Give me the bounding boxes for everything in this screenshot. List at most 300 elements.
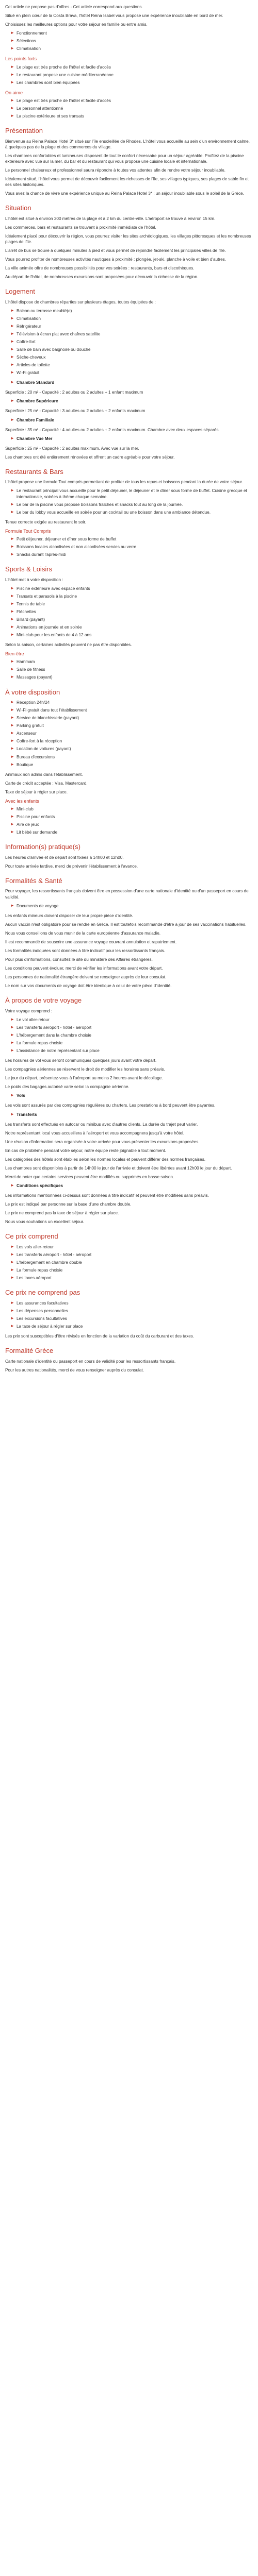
formalites-text-9: Les personnes de nationalité étrangère doivent se renseigner auprès de leur consulat.	[5, 975, 167, 980]
voyage-text-1: Votre voyage comprend :	[5, 1008, 53, 1013]
list-item	[10, 762, 253, 768]
chevron-right-icon: ►	[10, 64, 14, 69]
list-item	[10, 1260, 253, 1265]
room-types-list	[5, 436, 253, 442]
intro-text-2: Situé en plein cœur de la Costa Brava, l'hôtel Reina Isabel vous propose une expérience inoubliable en bord de mer.	[5, 13, 223, 19]
list-item-label: Coffre-fort	[17, 339, 36, 344]
list-item-label: Wi-Fi gratuit	[17, 370, 40, 376]
list-item	[10, 700, 253, 705]
room-type-title: Chambre Familiale	[17, 417, 54, 422]
chevron-right-icon: ►	[10, 1300, 14, 1305]
voyage-heading: À propos de votre voyage	[5, 996, 82, 1005]
restaurants-heading: Restaurants & Bars	[5, 467, 63, 476]
chevron-right-icon: ►	[10, 593, 14, 598]
chevron-right-icon: ►	[10, 731, 14, 736]
situation-text-4: L'arrêt de bus se trouve à quelques minutes à pied et vous permet de rejoindre facilement les principales villes de l'île.	[5, 248, 226, 253]
chevron-right-icon: ►	[10, 1183, 14, 1188]
chevron-right-icon: ►	[10, 1032, 14, 1037]
presentation-text-2: Les chambres confortables et lumineuses disposent de tout le confort nécessaire pour un séjour agréable. Profitez de la piscine extérieure avec vue sur la mer, du bar et du restaurant qui vous propose une cuisine locale et internationale.	[5, 153, 244, 164]
vols-list	[5, 1093, 253, 1098]
list-item	[10, 1308, 253, 1314]
list-item-label: Le bar de la piscine vous propose boissons fraîches et snacks tout au long de la journée.	[17, 502, 183, 507]
list-item	[10, 594, 253, 599]
list-item	[10, 354, 253, 360]
restaurants-text-1: L'hôtel propose une formule Tout compris permettant de profiter de tous les repas et boissons pendant la durée de votre séjour.	[5, 480, 243, 485]
list-item	[10, 502, 253, 507]
chevron-right-icon: ►	[10, 829, 14, 835]
transferts-title: Transferts	[17, 1112, 37, 1117]
voyage-text-13: Le prix ne comprend pas la taxe de séjour à régler sur place.	[5, 1211, 119, 1216]
vols-title: Vols	[17, 1093, 25, 1098]
chevron-right-icon: ►	[10, 398, 14, 403]
infos-heading: Information(s) pratique(s)	[5, 843, 80, 851]
sports-list	[5, 586, 253, 638]
chevron-right-icon: ►	[10, 1024, 14, 1029]
situation-text-5: Vous pourrez profiter de nombreuses activités nautiques à proximité : plongée, jet-ski, planche à voile et bien d'autres.	[5, 257, 227, 262]
list-item-label: Le plage est très proche de l'hôtel et facile d'accès	[17, 98, 111, 103]
chevron-right-icon: ►	[10, 723, 14, 728]
services-heading: À votre disposition	[5, 688, 60, 696]
chevron-right-icon: ►	[10, 105, 14, 110]
chevron-right-icon: ►	[10, 315, 14, 320]
list-item	[10, 1040, 253, 1046]
voyage-text-6: Notre représentant local vous accueillera à l'aéroport et vous accompagnera jusqu'à votre hôtel.	[5, 1130, 185, 1136]
list-item	[10, 536, 253, 542]
formalites-text-6: Les formalités indiquées sont données à titre indicatif pour les ressortissants français.	[5, 948, 165, 953]
list-item[interactable]	[10, 30, 253, 36]
list-item	[10, 308, 253, 314]
chevron-right-icon: ►	[10, 308, 14, 313]
list-item-label: Documents de voyage	[17, 903, 59, 908]
room-type-familiale	[10, 417, 253, 423]
sports-heading: Sports & Loisirs	[5, 565, 53, 573]
list-item-label: La formule repas choisie	[17, 1041, 63, 1045]
chevron-right-icon: ►	[10, 1040, 14, 1045]
situation-text-1: L'hôtel est situé à environ 300 mètres de la plage et à 2 km du centre-ville. L'aéroport se trouve à environ 15 km.	[5, 216, 216, 221]
formalite-grece-text-2: Pour les autres nationalités, merci de vous renseigner auprès du consulat.	[5, 1367, 144, 1372]
chevron-right-icon: ►	[10, 417, 14, 422]
list-item	[10, 601, 253, 607]
list-item-label: Réfrigérateur	[17, 324, 41, 329]
formalites-text-10: Le nom sur vos documents de voyage doit être identique à celui de votre pièce d'identité.	[5, 984, 172, 989]
formalites-heading: Formalités & Santé	[5, 876, 62, 885]
list-item	[10, 903, 253, 909]
chevron-right-icon: ►	[10, 1111, 14, 1116]
room-type-vue-mer	[10, 436, 253, 442]
list-item-label: Massages (payant)	[17, 675, 53, 680]
chevron-right-icon: ►	[10, 761, 14, 767]
list-item	[10, 738, 253, 744]
list-item-label: Le plage est très proche de l'hôtel et facile d'accès	[17, 64, 111, 70]
list-item	[10, 1300, 253, 1306]
list-item-label: L'assistance de notre représentant sur place	[17, 1048, 100, 1054]
list-item	[10, 632, 253, 638]
room-type-standard-text: Superficie : 20 m² - Capacité : 2 adultes ou 2 adultes + 1 enfant maximum	[5, 390, 143, 395]
on-aime-heading: On aime	[5, 90, 23, 95]
chevron-right-icon: ►	[10, 1244, 14, 1249]
vols-text: Les vols sont assurés par des compagnies régulières ou charters. Les prestations à bord peuvent être payantes.	[5, 1103, 216, 1108]
chevron-right-icon: ►	[10, 903, 14, 908]
logement-equipment-list	[5, 308, 253, 376]
chevron-right-icon: ►	[10, 97, 14, 103]
room-type-title: Chambre Vue Mer	[17, 436, 53, 441]
list-item	[10, 98, 253, 104]
voyage-text-10: Les chambres sont disponibles à partir de 14h00 le jour de l'arrivée et doivent être libérées avant 12h00 le jour du départ.	[5, 1165, 232, 1171]
list-item	[10, 1324, 253, 1329]
chevron-right-icon: ►	[10, 501, 14, 506]
formalite-grece-heading: Formalité Grèce	[5, 1347, 54, 1355]
list-item	[10, 1267, 253, 1273]
list-item	[10, 488, 253, 499]
list-item	[10, 324, 253, 329]
list-item-label: Le vol aller-retour	[17, 1017, 50, 1022]
chevron-right-icon: ►	[10, 362, 14, 367]
list-item	[10, 806, 253, 812]
list-item-label: Coffre-fort à la réception	[17, 739, 62, 744]
voyage-text-9: Les catégories des hôtels sont établies selon les normes locales et peuvent différer des normes françaises.	[5, 1157, 206, 1162]
chevron-right-icon: ►	[10, 806, 14, 811]
chevron-right-icon: ►	[10, 370, 14, 375]
list-item-label: La formule repas choisie	[17, 1268, 63, 1273]
chevron-right-icon: ►	[10, 46, 14, 51]
list-item-label: Wi-Fi gratuit dans tout l'établissement	[17, 708, 87, 713]
chevron-right-icon: ►	[10, 113, 14, 118]
chevron-right-icon: ►	[10, 544, 14, 549]
list-item-label: Les assurances facultatives	[17, 1300, 69, 1306]
formalites-text-7: Pour plus d'informations, consultez le site du ministère des Affaires étrangères.	[5, 957, 153, 962]
chevron-right-icon: ►	[10, 746, 14, 751]
chevron-right-icon: ►	[10, 1259, 14, 1264]
list-item[interactable]	[10, 46, 253, 52]
list-item-label: Mini-club pour les enfants de 4 à 12 ans	[17, 633, 92, 638]
chevron-right-icon: ►	[10, 754, 14, 759]
room-type-title: Chambre Standard	[17, 380, 55, 385]
list-item	[10, 1048, 253, 1054]
list-item	[10, 746, 253, 752]
list-item	[10, 370, 253, 376]
room-type-familiale-text: Superficie : 35 m² - Capacité : 4 adultes ou 2 adultes + 2 enfants maximum. Chambre avec deux espaces séparés.	[5, 427, 220, 432]
voyage-text-11: Merci de noter que certains services peuvent être modifiés ou supprimés en basse saison.	[5, 1174, 174, 1179]
list-item-label: Articles de toilette	[17, 363, 50, 368]
chevron-right-icon: ►	[10, 323, 14, 328]
intro	[5, 4, 253, 52]
list-item-label: Le restaurant principal vous accueille pour le petit déjeuner, le déjeuner et le dîner sous forme de buffet. Cuisine grecque et internationale, soirées à thème chaque semaine.	[17, 488, 247, 499]
restaurants-text-2: Tenue correcte exigée au restaurant le soir.	[5, 519, 87, 524]
list-item	[10, 674, 253, 680]
list-item	[10, 1183, 253, 1189]
list-item-label: Hammam	[17, 659, 35, 665]
list-item	[10, 80, 253, 86]
restaurants-list	[5, 488, 253, 515]
chevron-right-icon: ►	[10, 488, 14, 493]
list-item	[10, 659, 253, 665]
chevron-right-icon: ►	[10, 347, 14, 352]
list-item-label: L'hébergement dans la chambre choisie	[17, 1032, 91, 1038]
list-item	[10, 1252, 253, 1258]
chevron-right-icon: ►	[10, 814, 14, 819]
list-item	[10, 617, 253, 622]
chevron-right-icon: ►	[10, 585, 14, 590]
list-item-label: Fonctionnement	[17, 31, 47, 36]
sports-text-2: Selon la saison, certaines activités peuvent ne pas être disponibles.	[5, 642, 132, 648]
list-item-label: Les vols aller-retour	[17, 1244, 54, 1249]
situation-text-3: Idéalement placé pour découvrir la région, vous pourrez visiter les sites archéologiques, les villages pittoresques et les nombreuses plages de l'île.	[5, 233, 251, 244]
list-item	[10, 552, 253, 557]
bien-etre-heading: Bien-être	[5, 651, 24, 657]
list-item	[10, 707, 253, 713]
formalites-text-3: Aucun vaccin n'est obligatoire pour se rendre en Grèce. Il est toutefois recommandé d'être à jour de ses vaccinations habituelles.	[5, 922, 247, 927]
list-item	[10, 72, 253, 78]
list-item-label: Les excursions facultatives	[17, 1316, 67, 1321]
situation-text-6: La ville animée offre de nombreuses possibilités pour vos soirées : restaurants, bars et discothèques.	[5, 266, 195, 270]
chevron-right-icon: ►	[10, 715, 14, 720]
chevron-right-icon: ►	[10, 72, 14, 77]
list-item	[10, 829, 253, 835]
list-item	[10, 1017, 253, 1023]
list-item-label: Le bar du lobby vous accueille en soirée pour un cocktail ou une boisson dans une ambiance détendue.	[17, 510, 211, 515]
voyage-text-2: Les horaires de vol vous seront communiqués quelques jours avant votre départ.	[5, 1058, 157, 1063]
room-types-list	[5, 380, 253, 385]
chevron-right-icon: ►	[10, 1308, 14, 1313]
list-item	[10, 1025, 253, 1030]
infos-text-2: Pour toute arrivée tardive, merci de prévenir l'établissement à l'avance.	[5, 863, 138, 869]
presentation-text-5: Vous avez la chance de vivre une expérience unique au Reina Palace Hotel 3* : un séjour inoubliable sous le soleil de la Grèce.	[5, 191, 244, 196]
prix-comprend-list	[5, 1244, 253, 1281]
services-text-1: Animaux non admis dans l'établissement.	[5, 772, 83, 777]
list-item-label: Climatisation	[17, 316, 41, 321]
voyage-text-5: Le poids des bagages autorisé varie selon la compagnie aérienne.	[5, 1084, 130, 1090]
enfants-heading: Avec les enfants	[5, 798, 39, 804]
conditions-list	[5, 1183, 253, 1189]
list-item-label: Transats et parasols à la piscine	[17, 594, 77, 599]
list-item-label: L'hébergement en chambre double	[17, 1260, 82, 1265]
formalites-text-2: Les enfants mineurs doivent disposer de leur propre pièce d'identité.	[5, 913, 133, 918]
chevron-right-icon: ►	[10, 1315, 14, 1320]
chevron-right-icon: ►	[10, 536, 14, 541]
chevron-right-icon: ►	[10, 30, 14, 36]
chevron-right-icon: ►	[10, 1275, 14, 1280]
chevron-right-icon: ►	[10, 738, 14, 743]
list-item-label: Petit déjeuner, déjeuner et dîner sous forme de buffet	[17, 536, 117, 541]
list-item	[10, 316, 253, 321]
formalite-grece-text-1: Carte nationale d'identité ou passeport en cours de validité pour les ressortissants français.	[5, 1359, 176, 1364]
list-item-label: Réception 24h/24	[17, 700, 50, 705]
list-item-label: Le personnel attentionné	[17, 106, 63, 111]
chevron-right-icon: ►	[10, 1323, 14, 1328]
on-aime-list	[5, 98, 253, 119]
chevron-right-icon: ►	[10, 338, 14, 344]
voyage-text-8: En cas de problème pendant votre séjour, notre équipe reste joignable à tout moment.	[5, 1148, 166, 1153]
chevron-right-icon: ►	[10, 1093, 14, 1098]
list-item-label: Salle de fitness	[17, 667, 45, 672]
presentation-heading: Présentation	[5, 127, 43, 135]
list-item-label: Le restaurant propose une cuisine méditerranéenne	[17, 72, 114, 77]
list-item-label: Ascenseur	[17, 731, 37, 736]
room-type-superieure	[10, 398, 253, 404]
points-forts-heading: Les points forts	[5, 56, 37, 62]
list-item-label: Sélections	[17, 39, 36, 44]
services-text-2: Carte de crédit acceptée : Visa, Mastercard.	[5, 781, 88, 786]
list-item-label: Service de blanchisserie (payant)	[17, 716, 79, 721]
list-item-label: Location de voitures (payant)	[17, 747, 71, 752]
formalites-text-1: Pour voyager, les ressortissants français doivent être en possession d'une carte nationale d'identité ou d'un passeport en cours de validité.	[5, 889, 249, 900]
list-item	[10, 544, 253, 550]
list-item-label: Billard (payant)	[17, 617, 45, 622]
list-item-label: Salle de bain avec baignoire ou douche	[17, 347, 91, 352]
services-list	[5, 700, 253, 768]
voyage-text-4: Le jour du départ, présentez-vous à l'aéroport au moins 2 heures avant le décollage.	[5, 1076, 163, 1081]
chevron-right-icon: ►	[10, 822, 14, 827]
list-item	[10, 715, 253, 721]
list-item-label: Piscine extérieure avec espace enfants	[17, 586, 90, 591]
list-item	[10, 106, 253, 111]
situation-heading: Situation	[5, 204, 31, 212]
logement-text-end: Les chambres ont été entièrement rénovées et offrent un cadre agréable pour votre séjour.	[5, 454, 175, 460]
infos-text-1: Les heures d'arrivée et de départ sont fixées à 14h00 et 12h00.	[5, 855, 124, 860]
chevron-right-icon: ►	[10, 509, 14, 514]
voyage-list	[5, 1017, 253, 1054]
list-item	[10, 609, 253, 615]
list-item	[10, 1093, 253, 1098]
list-item	[10, 723, 253, 728]
room-type-vue-mer-text: Superficie : 25 m² - Capacité : 2 adultes maximum. Avec vue sur la mer.	[5, 446, 139, 451]
list-item	[10, 510, 253, 515]
list-item	[10, 814, 253, 820]
list-item-label: Sèche-cheveux	[17, 355, 46, 360]
voyage-text-3: Les compagnies aériennes se réservent le droit de modifier les horaires sans préavis.	[5, 1067, 165, 1072]
list-item-label: Mini-club	[17, 806, 34, 811]
chevron-right-icon: ►	[10, 380, 14, 385]
chevron-right-icon: ►	[10, 608, 14, 614]
chevron-right-icon: ►	[10, 354, 14, 360]
list-item-label: Les chambres sont bien équipées	[17, 80, 80, 85]
list-item-label: Les transferts aéroport - hôtel - aéroport	[17, 1025, 92, 1030]
list-item	[10, 113, 253, 119]
voyage-text-7: Une réunion d'information sera organisée à votre arrivée pour vous présenter les excursions proposées.	[5, 1139, 200, 1144]
situation-text-7: Au départ de l'hôtel, de nombreuses excursions sont proposées pour découvrir la richesse de la région.	[5, 275, 199, 280]
prix-pas-text: Les prix sont susceptibles d'être révisés en fonction de la variation du coût du carburant et des taxes.	[5, 1333, 195, 1338]
chevron-right-icon: ►	[10, 616, 14, 621]
bien-etre-list	[5, 659, 253, 680]
list-item-label: Parking gratuit	[17, 723, 44, 728]
prix-pas-list	[5, 1300, 253, 1329]
list-item	[10, 339, 253, 345]
list-item-label: Les transferts aéroport - hôtel - aéroport	[17, 1252, 92, 1257]
chevron-right-icon: ►	[10, 1267, 14, 1273]
list-item	[10, 822, 253, 827]
chevron-right-icon: ►	[10, 667, 14, 672]
list-item	[10, 731, 253, 736]
list-item	[10, 1275, 253, 1281]
chevron-right-icon: ►	[10, 331, 14, 336]
list-item	[10, 586, 253, 591]
list-item-label: Snacks durant l'après-midi	[17, 552, 67, 557]
list-item	[10, 1244, 253, 1250]
list-item	[10, 1112, 253, 1117]
logement-heading: Logement	[5, 287, 35, 296]
list-item	[10, 667, 253, 672]
intro-contents-list	[5, 30, 253, 52]
list-item-label: Boutique	[17, 762, 34, 767]
services-text-3: Taxe de séjour à régler sur place.	[5, 789, 68, 794]
conditions-text: Les informations mentionnées ci-dessus sont données à titre indicatif et peuvent être modifiées sans préavis.	[5, 1193, 209, 1198]
list-item-label: Les dépenses personnelles	[17, 1308, 68, 1313]
chevron-right-icon: ►	[10, 674, 14, 680]
situation-text-2: Les commerces, bars et restaurants se trouvent à proximité immédiate de l'hôtel.	[5, 225, 156, 230]
list-item[interactable]	[10, 38, 253, 44]
list-item-label: La taxe de séjour à régler sur place	[17, 1324, 83, 1329]
list-item-label: Piscine pour enfants	[17, 815, 55, 820]
logement-text-1: L'hôtel dispose de chambres réparties sur plusieurs étages, toutes équipées de :	[5, 299, 156, 304]
chevron-right-icon: ►	[10, 632, 14, 637]
tout-compris-heading: Formule Tout Compris	[5, 528, 51, 534]
list-item-label: Bureau d'excursions	[17, 754, 55, 759]
chevron-right-icon: ►	[10, 552, 14, 557]
chevron-right-icon: ►	[10, 624, 14, 630]
chevron-right-icon: ►	[10, 435, 14, 440]
list-item-label: Climatisation	[17, 46, 41, 52]
voyage-text-14: Nous vous souhaitons un excellent séjour.	[5, 1219, 84, 1225]
list-item-label: Aire de jeux	[17, 822, 39, 827]
intro-text-3: Choisissez les meilleures options pour votre séjour en famille ou entre amis.	[5, 22, 148, 27]
room-type-standard	[10, 380, 253, 385]
presentation-text-1: Bienvenue au Reina Palace Hotel 3* situé sur l'île ensoleillée de Rhodes. L'hôtel vous accueille au sein d'un environnement calme, à quelques pas de la plage et des commerces du village.	[5, 139, 250, 149]
chevron-right-icon: ►	[10, 707, 14, 713]
intro-text-1: Cet article ne propose pas d'offres - Cet article correspond aux questions.	[5, 5, 143, 9]
list-item	[10, 624, 253, 630]
formalites-text-8: Les conditions peuvent évoluer, merci de vérifier les informations avant votre départ.	[5, 966, 163, 971]
list-item-label: Télévision à écran plat avec chaînes satellite	[17, 331, 101, 336]
chevron-right-icon: ►	[10, 1048, 14, 1053]
list-item-label: Tennis de table	[17, 601, 45, 606]
room-type-superieure-text: Superficie : 25 m² - Capacité : 3 adultes ou 2 adultes + 2 enfants maximum	[5, 409, 146, 414]
chevron-right-icon: ►	[10, 79, 14, 84]
formalites-list	[5, 903, 253, 909]
list-item	[10, 347, 253, 352]
list-item-label: Balcon ou terrasse meublé(e)	[17, 308, 72, 313]
list-item	[10, 754, 253, 760]
chevron-right-icon: ►	[10, 38, 14, 43]
room-type-title: Chambre Supérieure	[17, 399, 58, 404]
presentation-text-4: Idéalement situé, l'hôtel vous permet de découvrir facilement les richesses de l'île, ses villages typiques, ses plages de sable fin et ses sites historiques.	[5, 176, 249, 187]
voyage-text-12: Le prix est indiqué par personne sur la base d'une chambre double.	[5, 1202, 132, 1207]
list-item-label: Les taxes aéroport	[17, 1276, 52, 1281]
sports-text-1: L'hôtel met à votre disposition :	[5, 577, 63, 582]
list-item-label: Fléchettes	[17, 609, 36, 614]
transferts-list	[5, 1112, 253, 1117]
list-item-label: Lit bébé sur demande	[17, 830, 58, 835]
chevron-right-icon: ►	[10, 1016, 14, 1022]
transferts-text: Les transferts sont effectués en autocar ou minibus avec d'autres clients. La durée du trajet peut varier.	[5, 1122, 198, 1127]
chevron-right-icon: ►	[10, 700, 14, 705]
prix-comprend-heading: Ce prix comprend	[5, 1232, 58, 1241]
points-forts-list	[5, 64, 253, 86]
formalites-text-4: Nous vous conseillons de vous munir de la carte européenne d'assurance maladie.	[5, 930, 161, 936]
formalites-text-5: Il est recommandé de souscrire une assurance voyage couvrant annulation et rapatriement.	[5, 939, 177, 944]
presentation-text-3: Le personnel chaleureux et professionnel saura répondre à toutes vos attentes afin de rendre votre séjour inoubliable.	[5, 167, 225, 173]
list-item-label: Boissons locales alcoolisées et non alcoolisées servies au verre	[17, 544, 137, 549]
list-item-label: Animations en journée et en soirée	[17, 625, 82, 630]
chevron-right-icon: ►	[10, 1251, 14, 1257]
enfants-list	[5, 806, 253, 835]
list-item	[10, 1316, 253, 1321]
tout-compris-list	[5, 536, 253, 557]
room-types-list	[5, 417, 253, 423]
conditions-title: Conditions spécifiques	[17, 1183, 63, 1188]
list-item	[10, 331, 253, 337]
room-types-list	[5, 398, 253, 404]
list-item-label: La piscine extérieure et ses transats	[17, 113, 85, 118]
